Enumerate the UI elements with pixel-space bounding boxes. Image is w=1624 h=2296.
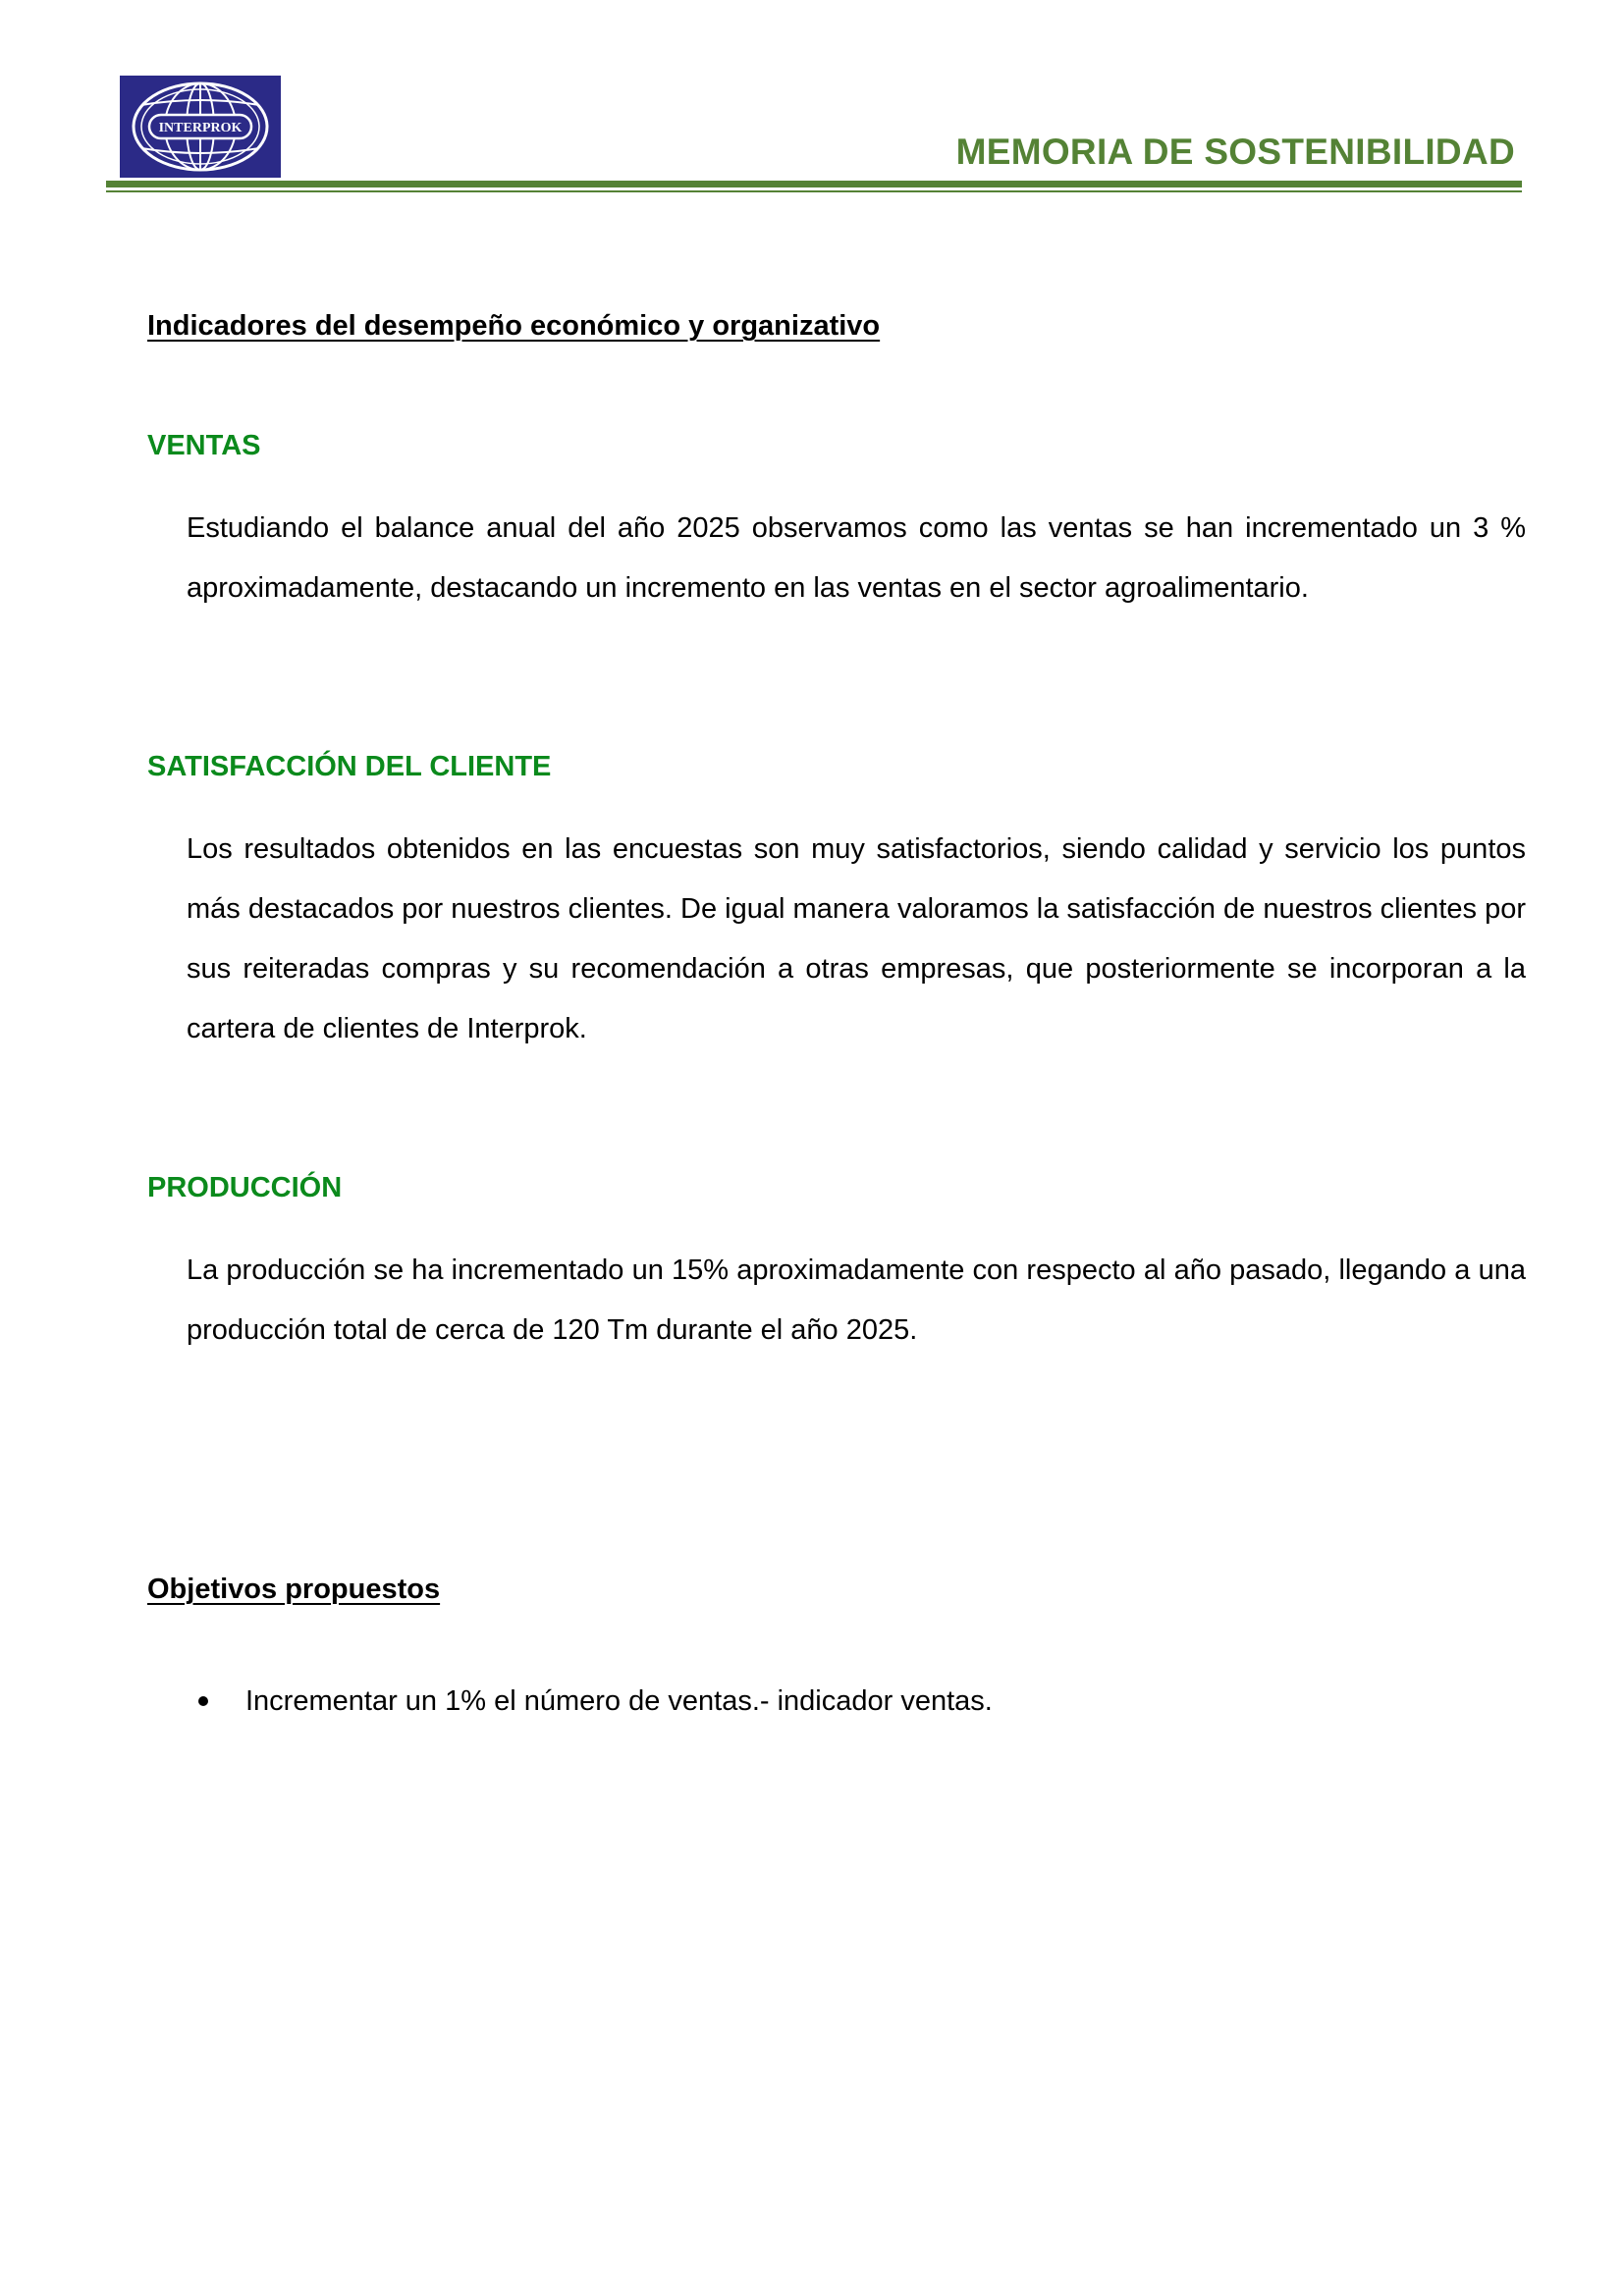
- logo-text: INTERPROK: [158, 121, 243, 135]
- produccion-heading: PRODUCCIÓN: [147, 1172, 343, 1203]
- list-item: [196, 1682, 993, 1721]
- objectives-heading: Objetivos propuestos: [147, 1574, 441, 1605]
- company-logo: [120, 76, 281, 178]
- ventas-heading: VENTAS: [147, 430, 261, 461]
- header-divider-thin: [106, 190, 1522, 192]
- satisfaccion-heading: SATISFACCIÓN DEL CLIENTE: [147, 751, 552, 782]
- bullet-icon: [198, 1696, 208, 1706]
- objective-text: Incrementar un 1% el número de ventas.- indicador ventas.: [245, 1685, 993, 1717]
- document-title: MEMORIA DE SOSTENIBILIDAD: [955, 132, 1515, 172]
- objectives-list: [196, 1682, 993, 1721]
- globe-logo-icon: [120, 76, 281, 178]
- satisfaccion-paragraph: Los resultados obtenidos en las encuestas son muy satisfactorios, siendo calidad y servicio los puntos más destacados por nuestros clientes. De igual manera valoramos la satisfacción de nuestros clientes por sus reiteradas compras y su recomendación a otras empresas, que posteriormente se incorporan a la cartera de clientes de Interprok.: [187, 833, 1526, 1044]
- header-divider-thick: [106, 181, 1522, 187]
- indicators-heading: Indicadores del desempeño económico y organizativo: [147, 310, 881, 342]
- ventas-paragraph: Estudiando el balance anual del año 2025 observamos como las ventas se han incrementado un 3 % aproximadamente, destacando un incremento en las ventas en el sector agroalimentario.: [187, 512, 1526, 604]
- produccion-paragraph: La producción se ha incrementado un 15% aproximadamente con respecto al año pasado, llegando a una producción total de cerca de 120 Tm durante el año 2025.: [187, 1255, 1526, 1346]
- page-header: [0, 0, 1624, 206]
